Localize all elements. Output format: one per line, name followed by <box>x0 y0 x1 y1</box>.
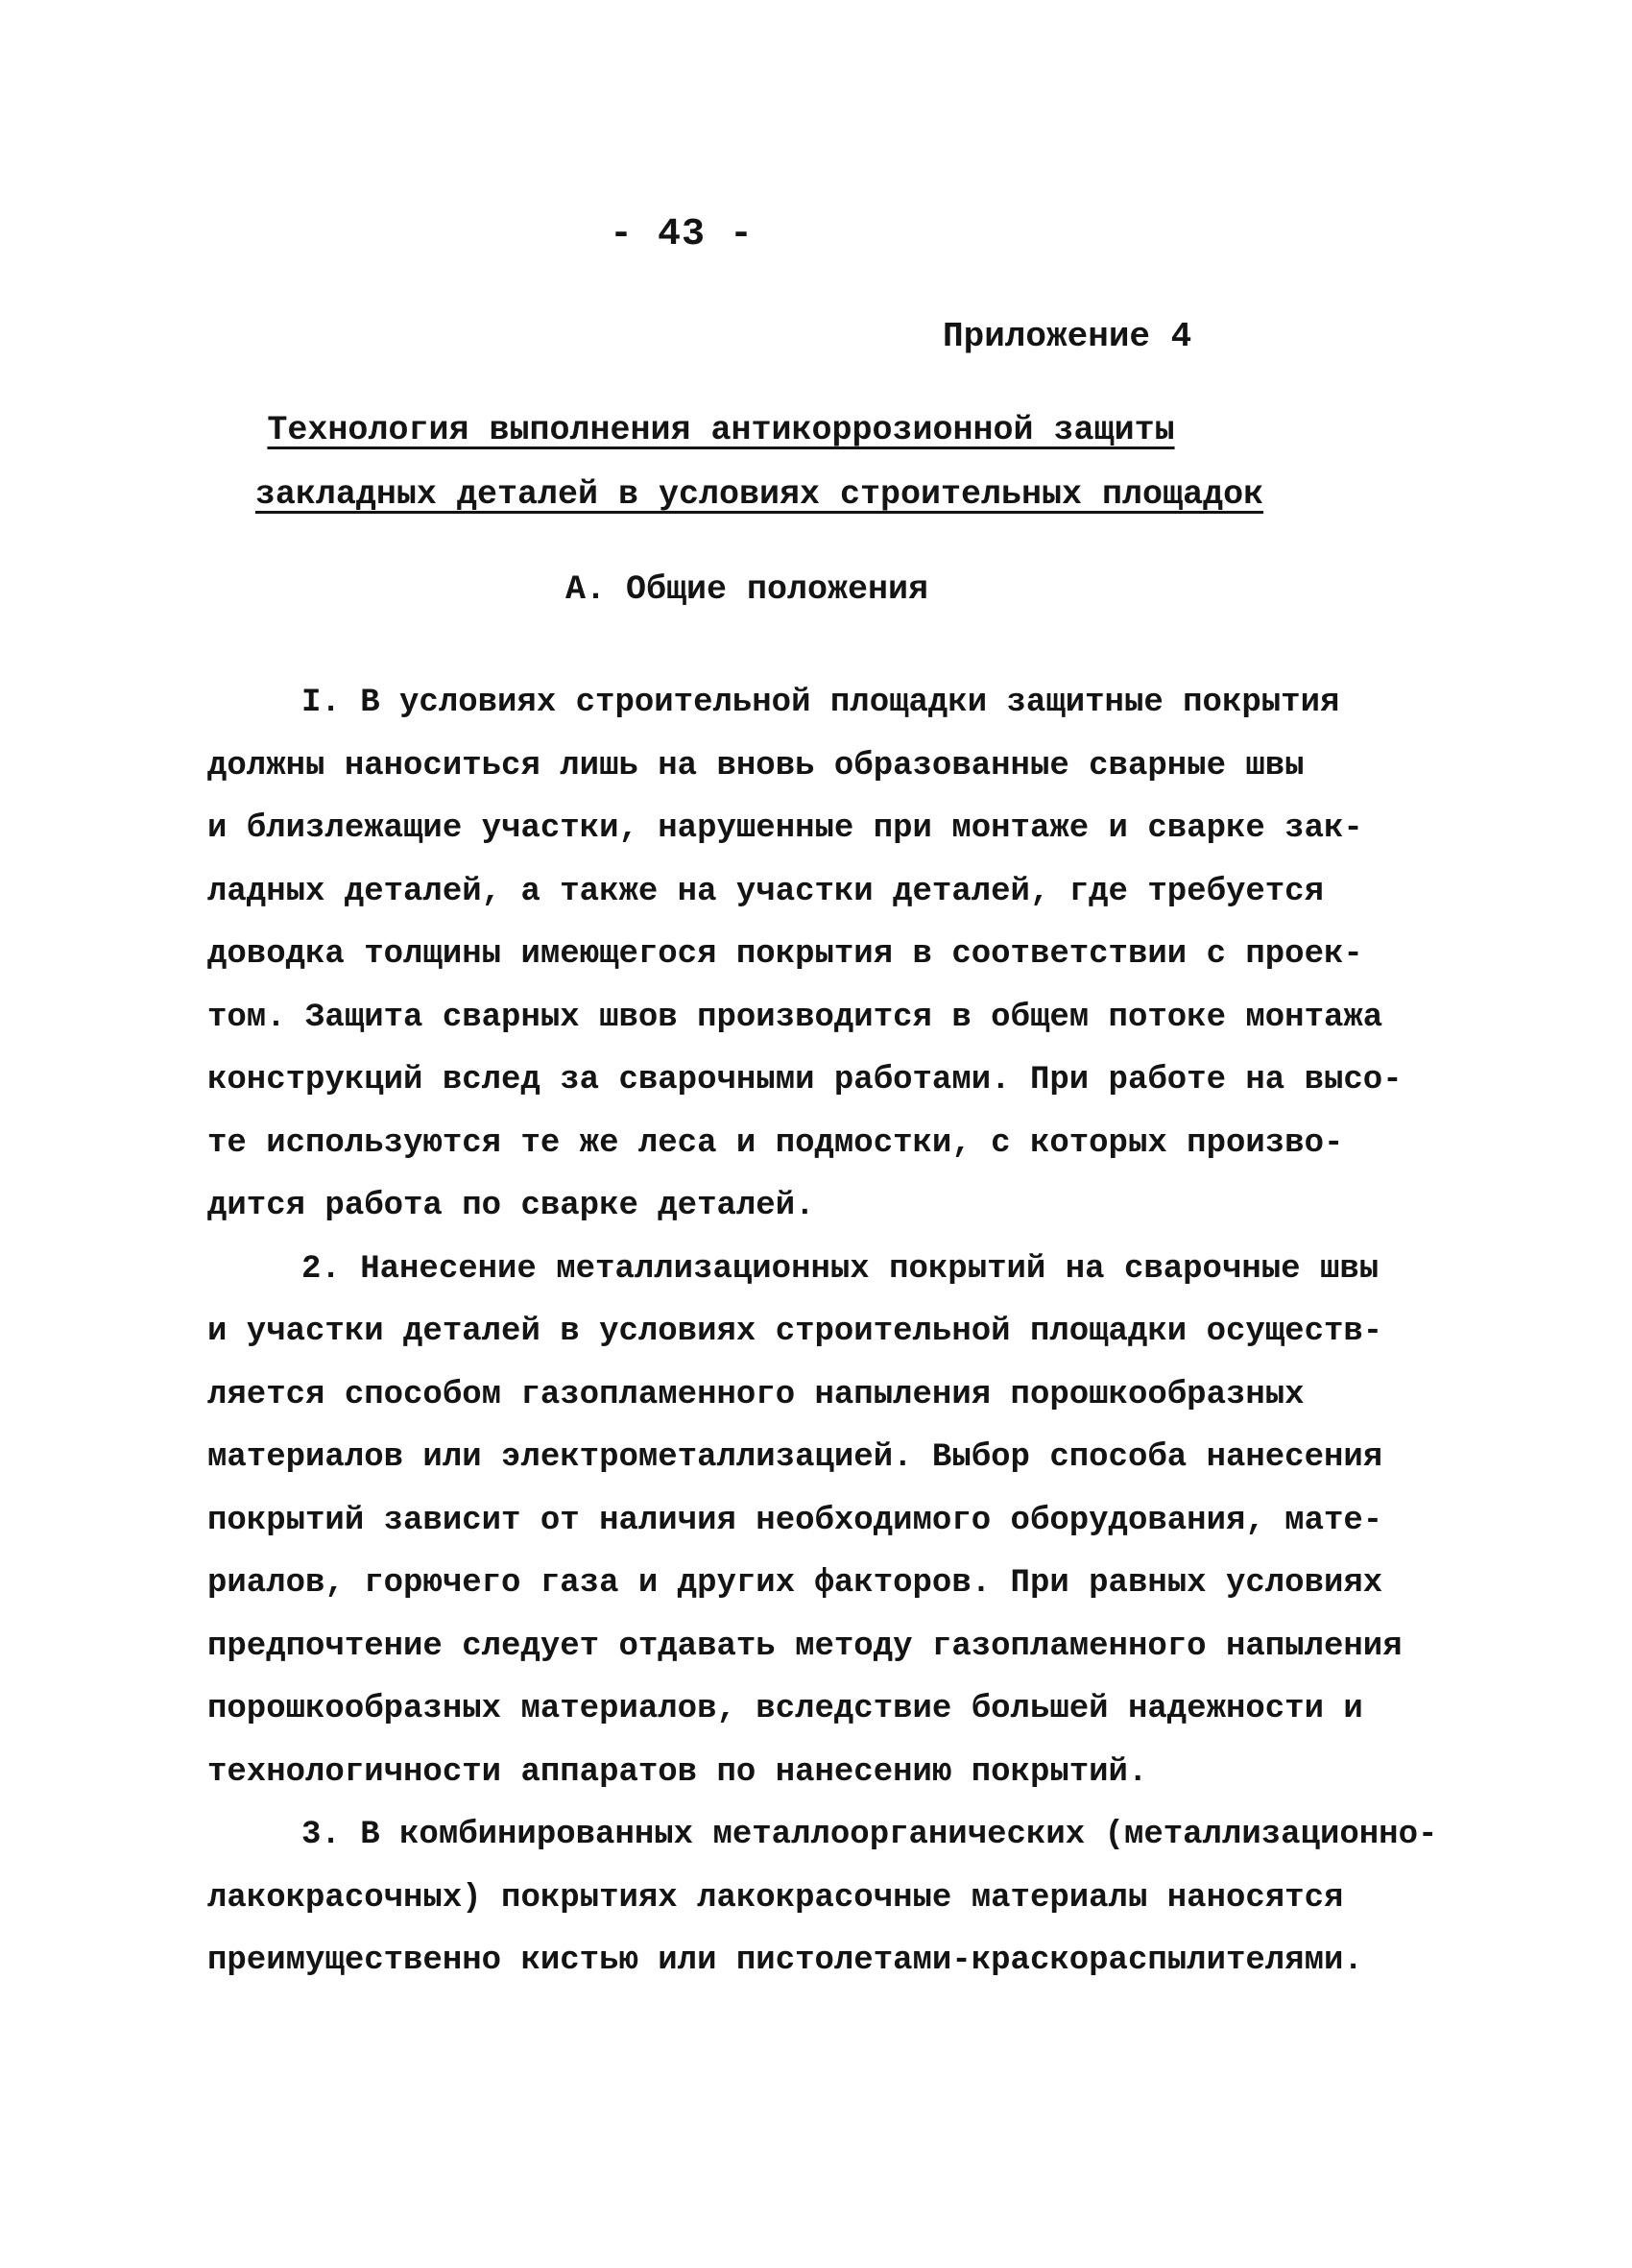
paragraph-line: покрытий зависит от наличия необходимого оборудования, мате- <box>207 1502 1383 1539</box>
paragraph-line: те используются те же леса и подмостки, с которых произво- <box>207 1124 1344 1162</box>
paragraph-1 <box>207 672 1455 1239</box>
page-number: - 43 - <box>609 213 755 256</box>
paragraph-line: ляется способом газопламенного напыления порошкообразных <box>207 1376 1305 1413</box>
section-heading: А. Общие положения <box>564 570 929 609</box>
paragraph-2 <box>207 1239 1455 1805</box>
paragraph-line: 3. В комбинированных металлоорганических (металлизационно- <box>301 1817 1438 1853</box>
paragraph-line: I. В условиях строительной площадки защитные покрытия <box>301 685 1340 721</box>
paragraph-line: и участки деталей в условиях строительной площадки осуществ- <box>207 1314 1383 1350</box>
paragraph-3 <box>207 1804 1455 1993</box>
document-title-line-1: Технология выполнения антикоррозионной защиты <box>267 411 1175 449</box>
paragraph-line: лакокрасочных) покрытиях лакокрасочные материалы наносятся <box>207 1879 1344 1917</box>
appendix-label: Приложение 4 <box>943 317 1192 356</box>
paragraph-line: 2. Нанесение металлизационных покрытий на сварочные швы <box>301 1250 1380 1288</box>
body-text <box>207 672 1455 1993</box>
paragraph-line: материалов или электрометаллизацией. Выбор способа нанесения <box>207 1439 1383 1476</box>
paragraph-line: преимущественно кистью или пистолетами-краскораспылителями. <box>207 1942 1363 1979</box>
paragraph-line: том. Защита сварных швов производится в общем потоке монтажа <box>207 999 1383 1036</box>
paragraph-line: конструкций вслед за сварочными работами. При работе на высо- <box>207 1062 1403 1098</box>
paragraph-line: риалов, горючего газа и других факторов. При равных условиях <box>207 1565 1383 1602</box>
paragraph-line: и близлежащие участки, нарушенные при монтаже и сварке зак- <box>207 810 1363 847</box>
paragraph-line: порошкообразных материалов, вследствие большей надежности и <box>207 1691 1363 1727</box>
document-title-line-2: закладных деталей в условиях строительных площадок <box>254 475 1264 514</box>
paragraph-line: предпочтение следует отдавать методу газопламенного напыления <box>207 1628 1403 1665</box>
paragraph-line: ладных деталей, а также на участки деталей, где требуется <box>207 873 1324 910</box>
paragraph-line: технологичности аппаратов по нанесению покрытий. <box>207 1753 1148 1791</box>
paragraph-line: должны наноситься лишь на вновь образованные сварные швы <box>207 747 1305 784</box>
paragraph-line: доводка толщины имеющегося покрытия в соответствии с проек- <box>207 936 1363 973</box>
paragraph-line: дится работа по сварке деталей. <box>207 1188 815 1224</box>
